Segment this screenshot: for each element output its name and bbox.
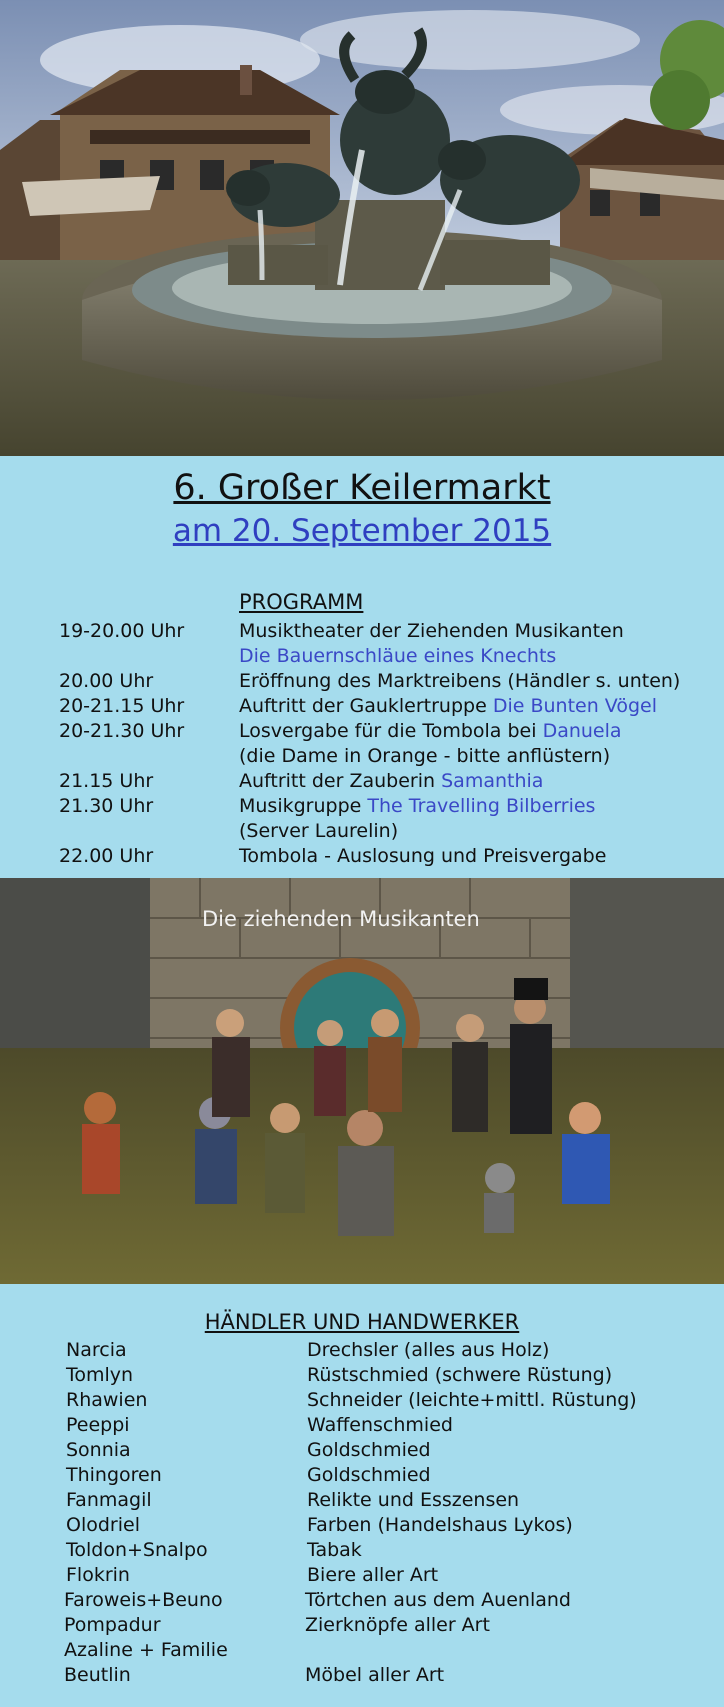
program-description-text: Musikgruppe (239, 795, 368, 817)
vendor-trade: Schneider (leichte+mittl. Rüstung) (307, 1389, 637, 1411)
musicians-scene-illustration (0, 878, 724, 1284)
vendor-trade: Relikte und Esszensen (307, 1489, 520, 1511)
vendor-name: Toldon+Snalpo (66, 1539, 208, 1561)
program-panel (0, 456, 724, 878)
program-heading: PROGRAMM (239, 590, 364, 614)
program-description-text: Auftritt der Zauberin (239, 770, 442, 792)
vendor-trade: Rüstschmied (schwere Rüstung) (307, 1364, 613, 1386)
musicians-image (0, 878, 724, 1284)
vendor-name: Peeppi (66, 1414, 130, 1436)
vendor-trade: Waffenschmied (307, 1414, 453, 1436)
vendor-name: Azaline + Familie (64, 1639, 228, 1661)
vendor-name: Tomlyn (66, 1364, 134, 1386)
fountain-scene-illustration (0, 0, 724, 456)
program-time: 20.00 Uhr (59, 670, 154, 692)
program-description (239, 720, 622, 742)
vendor-name: Thingoren (66, 1464, 162, 1486)
vendor-name: Olodriel (66, 1514, 140, 1536)
fountain-image (0, 0, 724, 456)
program-time: 20-21.15 Uhr (59, 695, 185, 717)
vendor-trade: Möbel aller Art (305, 1664, 445, 1686)
program-description: Musiktheater der Ziehenden Musikanten (239, 620, 624, 642)
program-description (239, 695, 657, 717)
photo-caption: Die ziehenden Musikanten (202, 907, 480, 931)
program-description-text: Auftritt der Gauklertruppe (239, 695, 493, 717)
program-time: 22.00 Uhr (59, 845, 154, 867)
vendor-name: Sonnia (66, 1439, 131, 1461)
program-description (239, 770, 543, 792)
vendor-trade: Zierknöpfe aller Art (305, 1614, 490, 1636)
vendor-name: Faroweis+Beuno (64, 1589, 223, 1611)
vendor-name: Beutlin (64, 1664, 131, 1686)
program-link[interactable]: Die Bauernschläue eines Knechts (239, 645, 557, 667)
event-date-link[interactable]: am 20. September 2015 (172, 513, 552, 549)
program-time: 19-20.00 Uhr (59, 620, 185, 642)
vendor-trade: Goldschmied (307, 1464, 431, 1486)
vendor-name: Pompadur (64, 1614, 161, 1636)
program-link[interactable]: The Travelling Bilberries (367, 795, 596, 817)
vendors-heading: HÄNDLER UND HANDWERKER (204, 1310, 520, 1334)
program-time: 21.15 Uhr (59, 770, 154, 792)
program-link[interactable]: Danuela (542, 720, 622, 742)
page-title: 6. Großer Keilermarkt (173, 468, 551, 508)
program-description: (die Dame in Orange - bitte anflüstern) (239, 745, 611, 767)
vendor-trade: Goldschmied (307, 1439, 431, 1461)
vendor-name: Narcia (66, 1339, 127, 1361)
vendor-trade: Drechsler (alles aus Holz) (307, 1339, 550, 1361)
program-description-text: Losvergabe für die Tombola bei (239, 720, 543, 742)
vendor-name: Rhawien (66, 1389, 148, 1411)
program-description: (Server Laurelin) (239, 820, 399, 842)
vendor-trade: Törtchen aus dem Auenland (305, 1589, 571, 1611)
program-link[interactable]: Samanthia (441, 770, 544, 792)
vendor-trade: Biere aller Art (307, 1564, 439, 1586)
program-description: Tombola - Auslosung und Preisvergabe (239, 845, 607, 867)
vendor-trade: Tabak (307, 1539, 362, 1561)
vendor-name: Fanmagil (66, 1489, 152, 1511)
vendors-panel (0, 1284, 724, 1707)
vendor-trade: Farben (Handelshaus Lykos) (307, 1514, 573, 1536)
program-description (239, 795, 595, 817)
program-description: Eröffnung des Marktreibens (Händler s. unten) (239, 670, 681, 692)
program-time: 20-21.30 Uhr (59, 720, 185, 742)
vendor-name: Flokrin (66, 1564, 130, 1586)
program-link[interactable]: Die Bunten Vögel (492, 695, 657, 717)
program-time: 21.30 Uhr (59, 795, 154, 817)
